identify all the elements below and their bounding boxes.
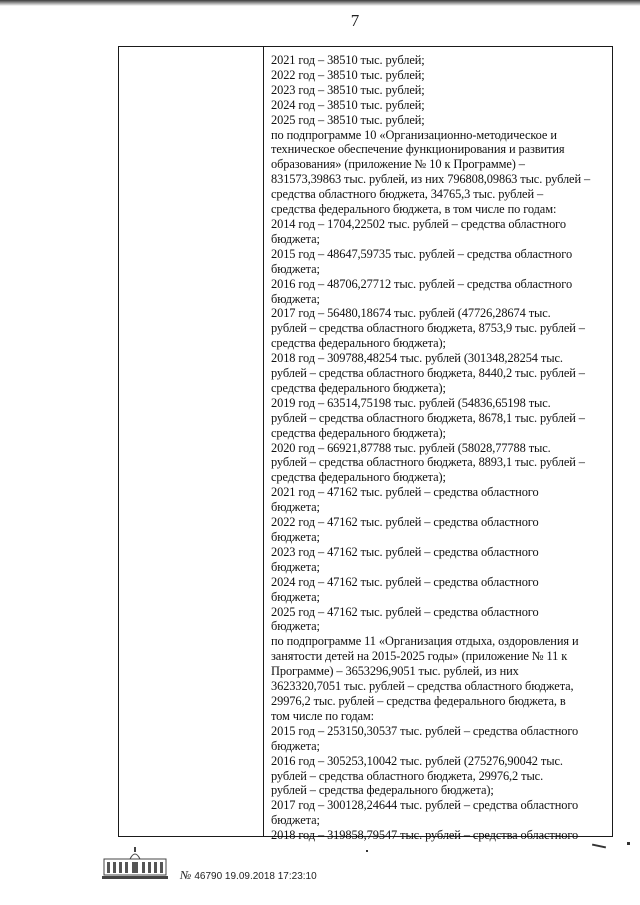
registration-text: 46790 19.09.2018 17:23:10 [194, 871, 317, 882]
table-right-cell [271, 53, 611, 843]
text-line: бюджета; [271, 261, 320, 276]
text-line: 2018 год – 319858,79547 тыс. рублей – средства областного [271, 828, 579, 843]
text-line: 2017 год – 56480,18674 тыс. рублей (47726,28674 тыс. [271, 306, 551, 321]
text-line: занятости детей на 2015-2025 годы» (приложение № 11 к [271, 649, 568, 664]
text-line: рублей – средства областного бюджета, 29976,2 тыс. [271, 768, 544, 783]
text-line: бюджета; [271, 291, 320, 306]
text-line: рублей – средства областного бюджета, 8893,1 тыс. рублей – [271, 455, 585, 470]
text-line: по подпрограмме 10 «Организационно-методическое и [271, 127, 557, 142]
text-line: 2024 год – 47162 тыс. рублей – средства областного [271, 574, 539, 589]
text-line: 2015 год – 253150,30537 тыс. рублей – средства областного [271, 723, 579, 738]
text-line: 3623320,7051 тыс. рублей – средства областного бюджета, [271, 679, 574, 694]
document-table [118, 46, 613, 843]
text-line: 2019 год – 63514,75198 тыс. рублей (54836,65198 тыс. [271, 395, 551, 410]
text-line: 2018 год – 309788,48254 тыс. рублей (301348,28254 тыс. [271, 351, 563, 366]
text-line: рублей – средства областного бюджета, 8678,1 тыс. рублей – [271, 410, 585, 425]
text-line: том числе по годам: [271, 708, 375, 723]
text-line: бюджета; [271, 813, 320, 828]
text-line: 2022 год – 38510 тыс. рублей; [271, 67, 425, 82]
text-line: бюджета; [271, 500, 320, 515]
text-line: Программе) – 3653296,9051 тыс. рублей, из них [271, 664, 519, 679]
scan-mark [592, 844, 606, 849]
text-line: бюджета; [271, 738, 320, 753]
text-line: 2025 год – 38510 тыс. рублей; [271, 112, 425, 127]
text-line: 2021 год – 38510 тыс. рублей; [271, 53, 425, 67]
page-number: 7 [350, 11, 360, 30]
text-line: 2014 год – 1704,22502 тыс. рублей – средства областного [271, 216, 566, 231]
text-line: 2022 год – 47162 тыс. рублей – средства областного [271, 515, 539, 530]
number-sign: № [180, 868, 192, 882]
text-line: 2016 год – 48706,27712 тыс. рублей – средства областного [271, 276, 573, 291]
scan-mark [366, 850, 368, 852]
text-line: средства федерального бюджета); [271, 425, 446, 440]
text-line: 2023 год – 38510 тыс. рублей; [271, 82, 425, 97]
text-line: образования» (приложение № 10 к Программе) – [271, 157, 525, 172]
text-line: средства федерального бюджета, в том числе по годам: [271, 202, 557, 217]
text-line: рублей – средства федерального бюджета); [271, 783, 494, 798]
text-line: 831573,39863 тыс. рублей, из них 796808,09863 тыс. рублей – [271, 172, 591, 187]
scan-mark [627, 842, 630, 845]
text-line: бюджета; [271, 559, 320, 574]
text-line: средства федерального бюджета); [271, 470, 446, 485]
text-line: 2023 год – 47162 тыс. рублей – средства областного [271, 544, 539, 559]
text-line: 2021 год – 47162 тыс. рублей – средства областного [271, 485, 539, 500]
text-line: рублей – средства областного бюджета, 8753,9 тыс. рублей – [271, 321, 585, 336]
text-line: 2015 год – 48647,59735 тыс. рублей – средства областного [271, 246, 573, 261]
text-line: по подпрограмме 11 «Организация отдыха, оздоровления и [271, 634, 579, 649]
text-line: бюджета; [271, 619, 320, 634]
text-line: бюджета; [271, 589, 320, 604]
text-line: 2017 год – 300128,24644 тыс. рублей – средства областного [271, 798, 579, 813]
government-building-stamp-icon [100, 845, 170, 881]
text-line: бюджета; [271, 530, 320, 544]
text-line: 2024 год – 38510 тыс. рублей; [271, 97, 425, 112]
text-line: техническое обеспечение функционирования и развития [271, 142, 565, 157]
text-line: средства федерального бюджета); [271, 336, 446, 351]
text-line: средства областного бюджета, 34765,3 тыс. рублей – [271, 187, 544, 202]
registration-stamp [180, 868, 317, 883]
text-line: средства федерального бюджета); [271, 380, 446, 395]
text-line: 2016 год – 305253,10042 тыс. рублей (275276,90042 тыс. [271, 753, 563, 768]
text-line: 29976,2 тыс. рублей – средства федерального бюджета, в [271, 693, 566, 708]
text-line: 2020 год – 66921,87788 тыс. рублей (58028,77788 тыс. [271, 440, 551, 455]
scan-top-edge [0, 0, 640, 6]
text-line: бюджета; [271, 231, 320, 246]
text-line: рублей – средства областного бюджета, 8440,2 тыс. рублей – [271, 366, 585, 381]
text-line: 2025 год – 47162 тыс. рублей – средства областного [271, 604, 539, 619]
table-left-cell [119, 47, 264, 836]
